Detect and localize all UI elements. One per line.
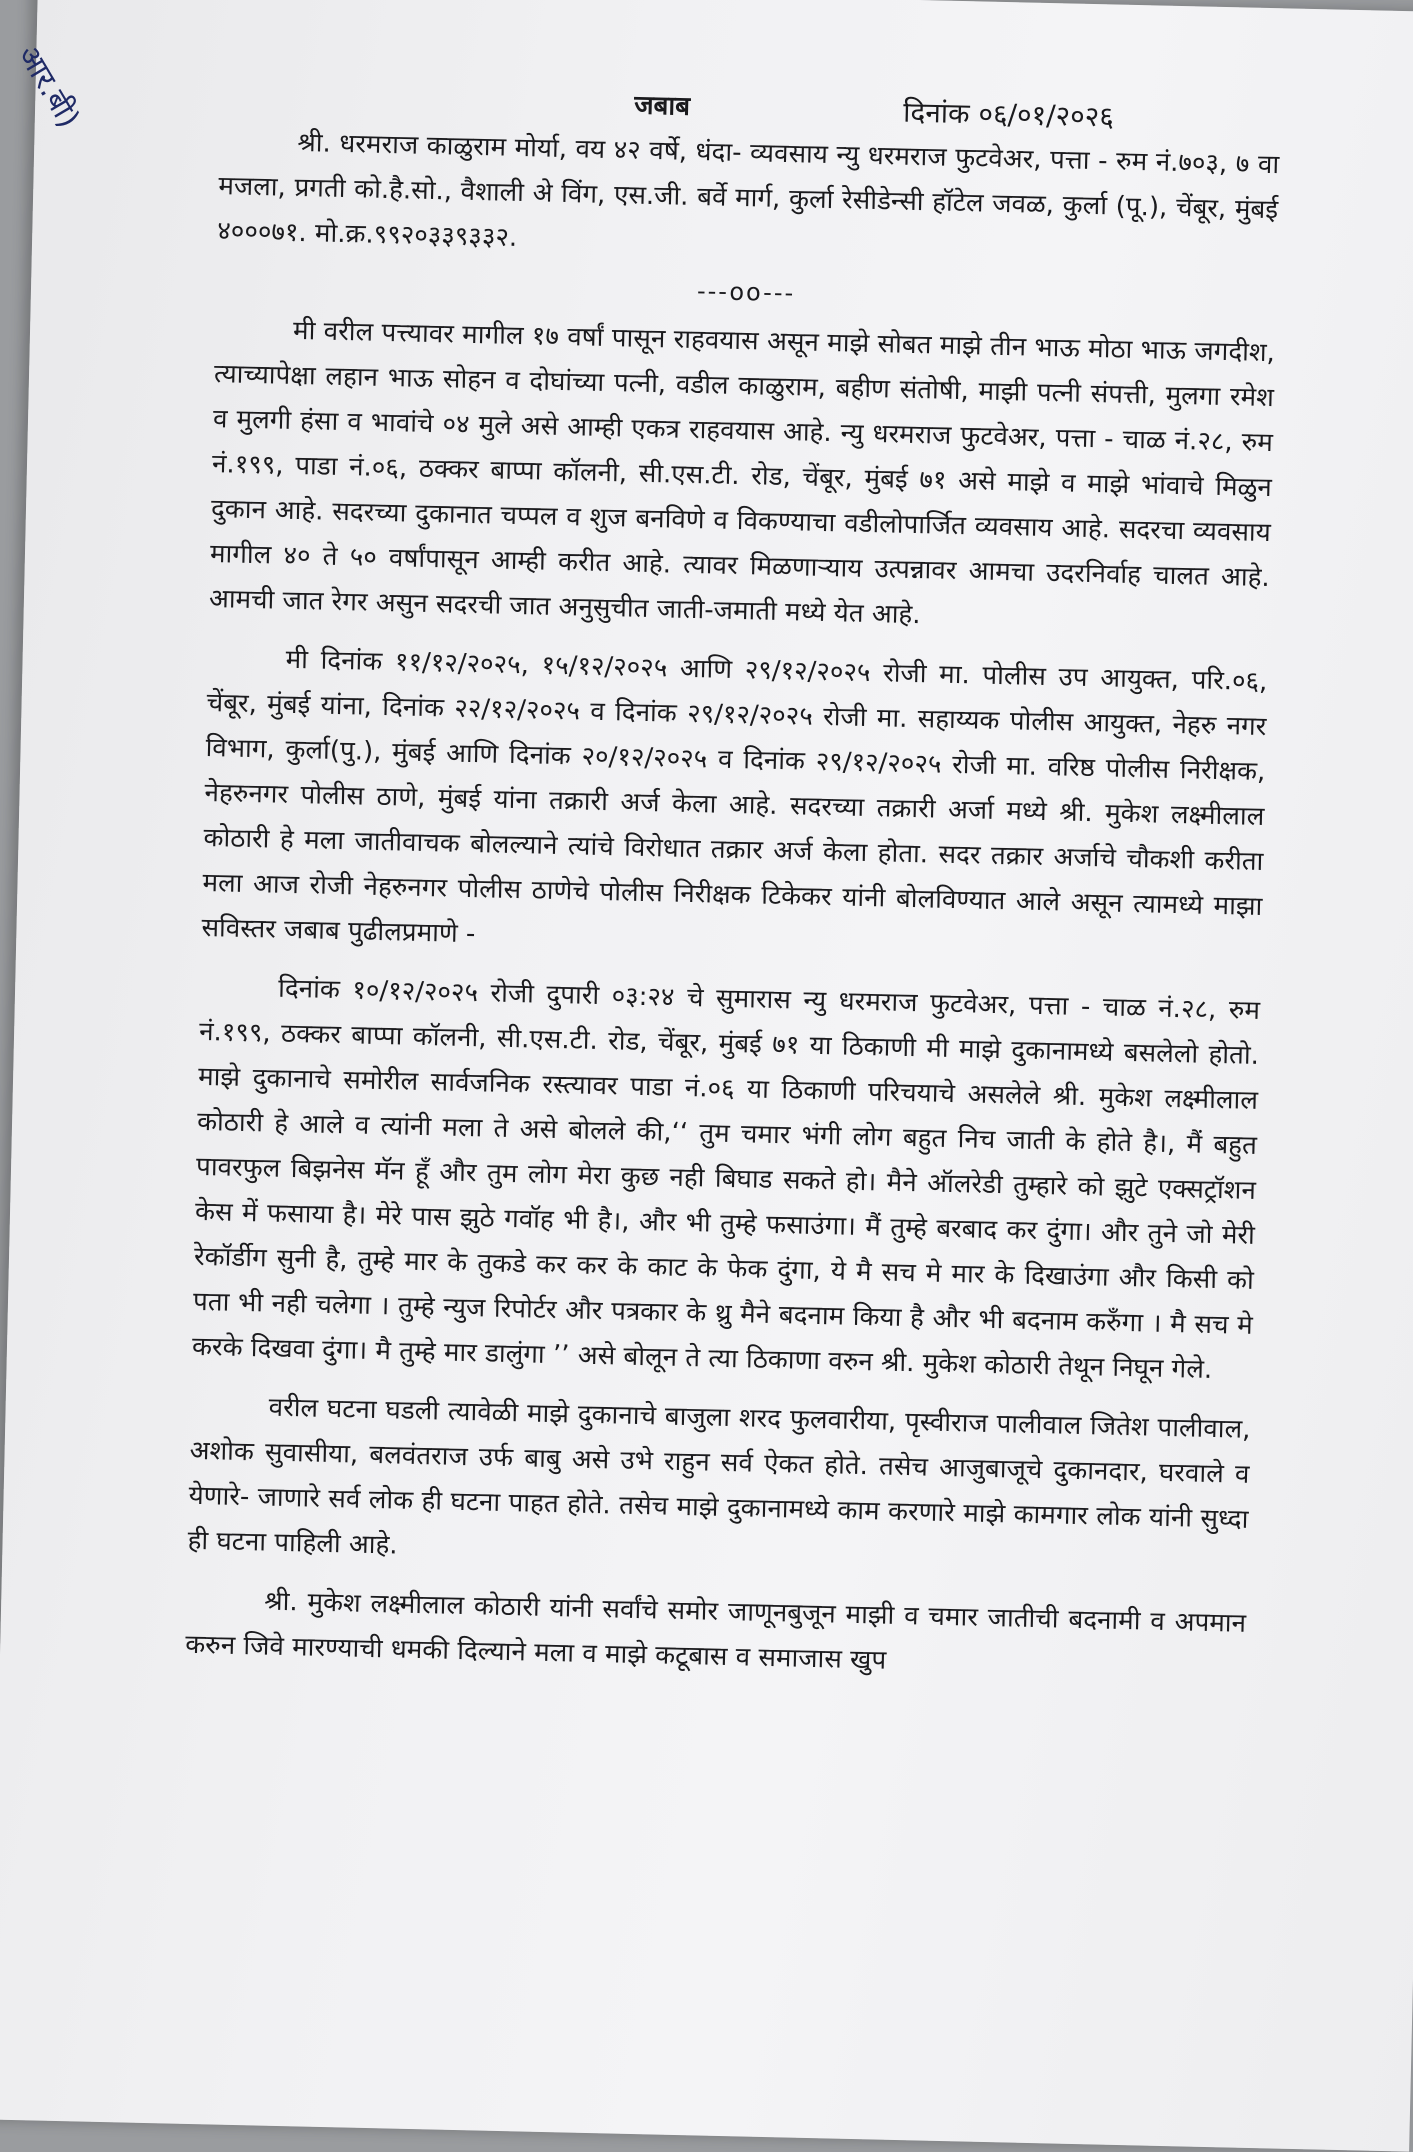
- paragraph-conclusion: श्री. मुकेश लक्ष्मीलाल कोठारी यांनी सर्वांचे समोर जाणूनबुजून माझी व चमार जातीची बदनामी व अपमान करुन जिवे मारण्याची धमकी दिल्याने मला व माझे कटूबास व समाजास खुप: [184, 1586, 1247, 1676]
- document-title: जबाब: [633, 90, 691, 122]
- document-body: [184, 74, 1280, 1706]
- margin-note: आर.बी): [10, 39, 87, 135]
- separator: ---oo---: [696, 277, 796, 308]
- statement-intro: श्री. धरमराज काळुराम मोर्या, वय ४२ वर्षे, धंदा- व्यवसाय न्यु धरमराज फुटवेअर, पत्ता - रुम नं.७०३, ७ वा मजला, प्रगती को.है.सो., वैशाली अे विंग, एस.जी. बर्वे मार्ग, कुर्ला रेसीडेन्सी हॉटेल जवळ, कुर्ला (पू.), चेंबूर, मुंबई ४०००७१. मो.क्र.९९२०३३९३३२.: [217, 127, 1280, 253]
- paragraph-witnesses: वरील घटना घडली त्यावेळी माझे दुकानाचे बाजुला शरद फुलवारीया, पृस्वीराज पालीवाल जितेश पालीवाल, अशोक सुवासीया, बलवंतराज उर्फ बाबु असे उभे राहुन सर्व ऐकत होते. तसेच आजुबाजूचे दुकानदार, घरवाले व येणारे- जाणारे सर्व लोक ही घटना पाहत होते. तसेच माझे दुकानामध्ये काम करणारे माझे कामगार लोक यांनी सुध्दा ही घटना पाहिली आहे.: [187, 1392, 1251, 1561]
- paragraph-incident: दिनांक १०/१२/२०२५ रोजी दुपारी ०३:२४ चे सुमारास न्यु धरमराज फुटवेअर, पत्ता - चाळ नं.२८, रुम नं.१९९, ठक्कर बाप्पा कॉलनी, सी.एस.टी. रोड, चेंबूर, मुंबई ७१ या ठिकाणी मी माझे दुकानामध्ये बसलेलो होतो. माझे दुकानाचे समोरील सार्वजनिक रस्त्यावर पाडा नं.०६ या ठिकाणी परिचयाचे असलेले श्री. मुकेश लक्ष्मीलाल कोठारी हे आले व त्यांनी मला ते असे बोलले की,‘‘ तुम चमार भंगी लोग बहुत निच जाती के होते है।, मैं बहुत पावरफुल बिझनेस मॅन हूँ और तुम लोग मेरा कुछ नही बिघाड सकते हो। मैने ऑलरेडी तुम्हारे को झुटे एक्सट्रॉशन केस में फसाया है। मेरे पास झुठे गवॉह भी है।, और भी तुम्हे फसाउंगा। मैं तुम्हे बरबाद कर दुंगा। और तुने जो मेरी रेकॉर्डीग सुनी है, तुम्हे मार के तुकडे कर कर के काट के फेक दुंगा, ये मै सच मे मार के दिखाउंगा और किसी को पता भी नही चलेगा । तुम्हे न्युज रिपोर्टर और पत्रकार के थ्रु मैने बदनाम किया है और भी बदनाम करुँगा । मै सच मे करके दिखवा दुंगा। मै तुम्हे मार डालुंगा ’’ असे बोलून ते त्या ठिकाणा वरुन श्री. मुकेश कोठारी तेथून निघून गेले.: [191, 973, 1261, 1385]
- paragraph-residence: मी वरील पत्त्यावर मागील १७ वर्षां पासून राहवयास असून माझे सोबत माझे तीन भाऊ मोठा भाऊ जगदीश, त्याच्यापेक्षा लहान भाऊ सोहन व दोघांच्या पत्नी, वडील काळुराम, बहीण संतोषी, माझी पत्नी संपत्ती, मुलगा रमेश व मुलगी हंसा व भावांचे ०४ मुले असे आम्ही एकत्र राहवयास आहे. न्यु धरमराज फुटवेअर, पत्ता - चाळ नं.२८, रुम नं.१९९, पाडा नं.०६, ठक्कर बाप्पा कॉलनी, सी.एस.टी. रोड, चेंबूर, मुंबई ७१ असे माझे व माझे भांवाचे मिळुन दुकान आहे. सदरच्या दुकानात चप्पल व शुज बनविणे व विकण्याचा वडीलोपार्जित व्यवसाय आहे. सदरचा व्यवसाय मागील ४० ते ५० वर्षांपासून आम्ही करीत आहे. त्यावर मिळणाऱ्याय उत्पन्नावर आमचा उदरनिर्वाह चालत आहे. आमची जात रेगर असुन सदरची जात अनुसुचीत जाती-जमाती मध्ये येत आहे.: [208, 315, 1276, 631]
- paragraph-complaints: मी दिनांक ११/१२/२०२५, १५/१२/२०२५ आणि २९/१२/२०२५ रोजी मा. पोलीस उप आयुक्त, परि.०६, चेंबूर, मुंबई यांना, दिनांक २२/१२/२०२५ व दिनांक २९/१२/२०२५ रोजी मा. सहाय्यक पोलीस आयुक्त, नेहरु नगर विभाग, कुर्ला(पु.), मुंबई आणि दिनांक २०/१२/२०२५ व दिनांक २९/१२/२०२५ रोजी मा. वरिष्ठ पोलीस निरीक्षक, नेहरुनगर पोलीस ठाणे, मुंबई यांना तक्रारी अर्ज केला आहे. सदरच्या तक्रारी अर्जा मध्ये श्री. मुकेश लक्ष्मीलाल कोठारी हे मला जातीवाचक बोलल्याने त्यांचे विरोधात तक्रार अर्ज केला होता. सदर तक्रार अर्जाचे चौकशी करीता मला आज रोजी नेहरुनगर पोलीस ठाणेचे पोलीस निरीक्षक टिकेकर यांनी बोलविण्यात आले असून त्यामध्ये माझा सविस्तर जबाब पुढीलप्रमाणे -: [201, 644, 1268, 950]
- document-date: दिनांक ०६/०१/२०२६: [902, 95, 1115, 134]
